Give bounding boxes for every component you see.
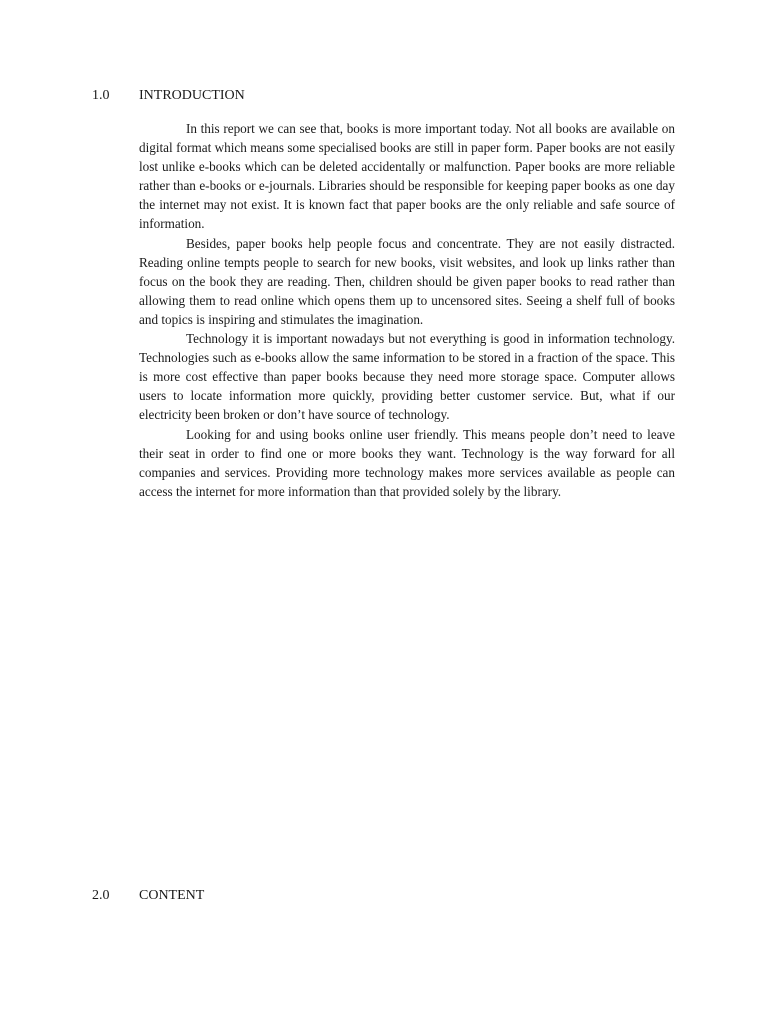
- introduction-body: [139, 119, 675, 501]
- section-number: 1.0: [92, 88, 110, 103]
- paragraph: Looking for and using books online user friendly. This means people don’t need to leave their seat in order to find one or more books they want. Technology is the way forward for all companies and services. Providing more technology makes more services available as people can access the internet for more information than that provided solely by the library.: [139, 426, 675, 499]
- paragraph: Besides, paper books help people focus and concentrate. They are not easily distracted. Reading online tempts people to search for new books, visit websites, and look up links rather than focus on the book they are reading. Then, children should be given paper books to read rather than allowing them to read online which opens them up to uncensored sites. Seeing a shelf full of books and topics is inspiring and stimulates the imagination.: [139, 235, 675, 327]
- section-heading-introduction: [92, 87, 245, 105]
- paragraph: In this report we can see that, books is more important today. Not all books are available on digital format which means some specialised books are still in paper form. Paper books are not easily lost unlike e-books which can be deleted accidentally or malfunction. Paper books are more reliable rather than e-books or e-journals. Libraries should be responsible for keeping paper books as one day the internet may not exist. It is known fact that paper books are the only reliable and safe source of information.: [139, 121, 675, 232]
- section-heading-content: [92, 887, 204, 905]
- paragraph: Technology it is important nowadays but not everything is good in information technology. Technologies such as e-books allow the same information to be stored in a fraction of the space. This is more cost effective than paper books because they need more storage space. Computer allows users to locate information more quickly, providing better customer service. But, what if our electricity been broken or don’t have source of technology.: [139, 331, 675, 423]
- section-title: INTRODUCTION: [139, 88, 245, 103]
- section-number: 2.0: [92, 888, 110, 903]
- section-title: CONTENT: [139, 888, 205, 903]
